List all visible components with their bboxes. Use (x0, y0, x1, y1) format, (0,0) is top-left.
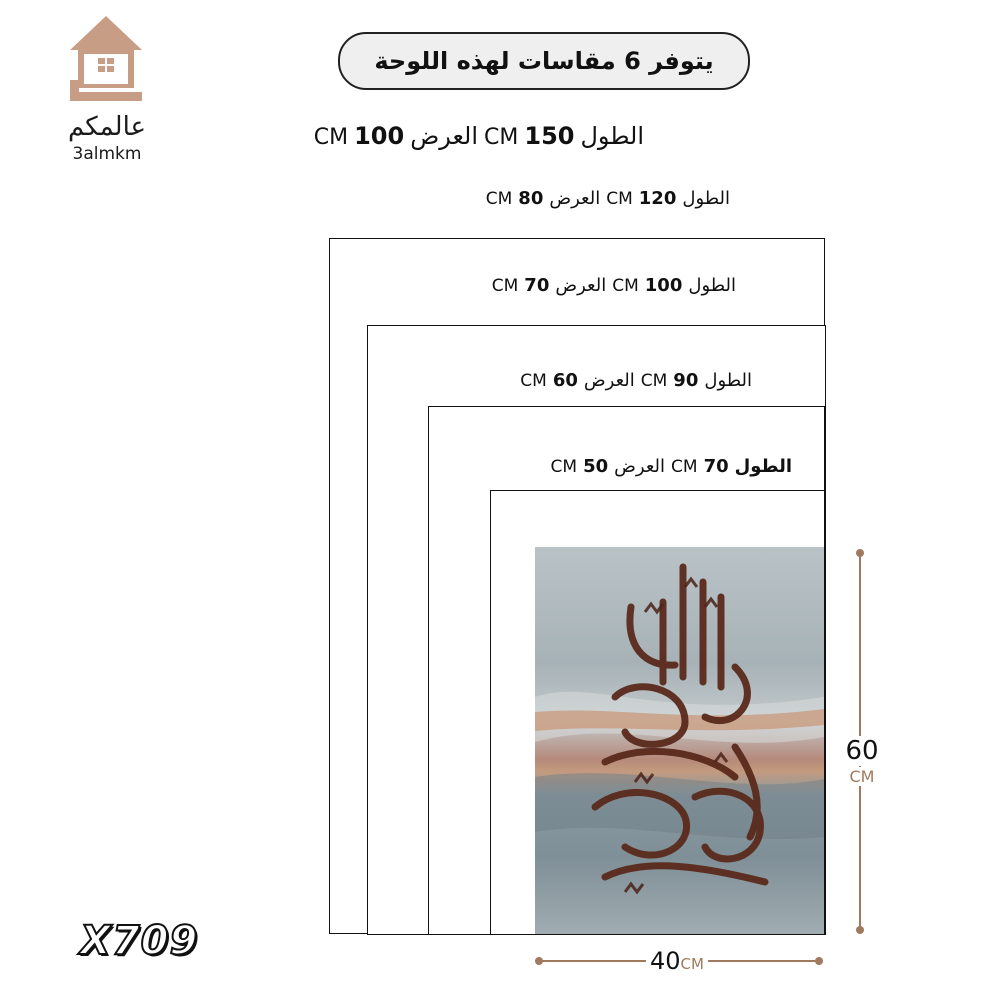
size-label-70x50 (551, 456, 792, 477)
width-label: العرض (549, 188, 601, 209)
width-unit: CM (485, 189, 513, 209)
size-label-120x80 (486, 188, 730, 209)
product-code: X709 (80, 918, 199, 964)
sizes-available-banner (338, 32, 750, 90)
width-label: العرض (555, 275, 607, 296)
length-unit: CM (484, 125, 519, 150)
size-label-90x60 (520, 370, 752, 391)
width-value: 60 (552, 370, 578, 391)
height-dimension-unit: CM (842, 767, 882, 786)
brand-logo-icon (66, 14, 146, 110)
width-label: العرض (410, 122, 479, 150)
width-dimension-unit: CM (680, 955, 704, 973)
length-label: الطول (734, 456, 792, 477)
length-unit: CM (606, 189, 633, 209)
width-dimension-label (646, 947, 708, 975)
length-value: 120 (638, 188, 677, 209)
brand-name-arabic: عالمكم (67, 112, 147, 142)
width-dimension-dot-left (535, 957, 543, 965)
calligraphy-painting-preview (535, 547, 824, 934)
width-unit: CM (550, 457, 578, 477)
height-dimension-value: 60 (842, 736, 882, 766)
length-value: 100 (644, 275, 683, 296)
width-unit: CM (491, 276, 519, 296)
width-unit: CM (313, 125, 349, 150)
length-unit: CM (671, 457, 698, 477)
width-value: 80 (518, 188, 544, 209)
size-label-150x100 (314, 122, 644, 150)
width-label: العرض (583, 370, 635, 391)
length-value: 90 (673, 370, 699, 391)
length-label: الطول (682, 188, 730, 209)
length-value: 150 (524, 122, 575, 150)
width-dimension-value: 40 (650, 947, 681, 975)
width-value: 50 (583, 456, 609, 477)
width-value: 100 (354, 122, 405, 150)
length-label: الطول (688, 275, 736, 296)
width-label: العرض (614, 456, 666, 477)
length-label: الطول (704, 370, 752, 391)
width-dimension-dot-right (815, 957, 823, 965)
length-unit: CM (640, 371, 668, 391)
height-dimension-dot-top (856, 549, 864, 557)
length-unit: CM (612, 276, 639, 296)
length-value: 70 (703, 456, 729, 477)
height-dimension-dot-bottom (856, 926, 864, 934)
size-label-100x70 (492, 275, 736, 296)
brand-name-latin: 3almkm (72, 144, 142, 164)
width-value: 70 (524, 275, 550, 296)
banner-title: يتوفر 6 مقاسات لهذه اللوحة (374, 47, 714, 75)
length-label: الطول (580, 122, 644, 150)
width-unit: CM (520, 371, 547, 391)
